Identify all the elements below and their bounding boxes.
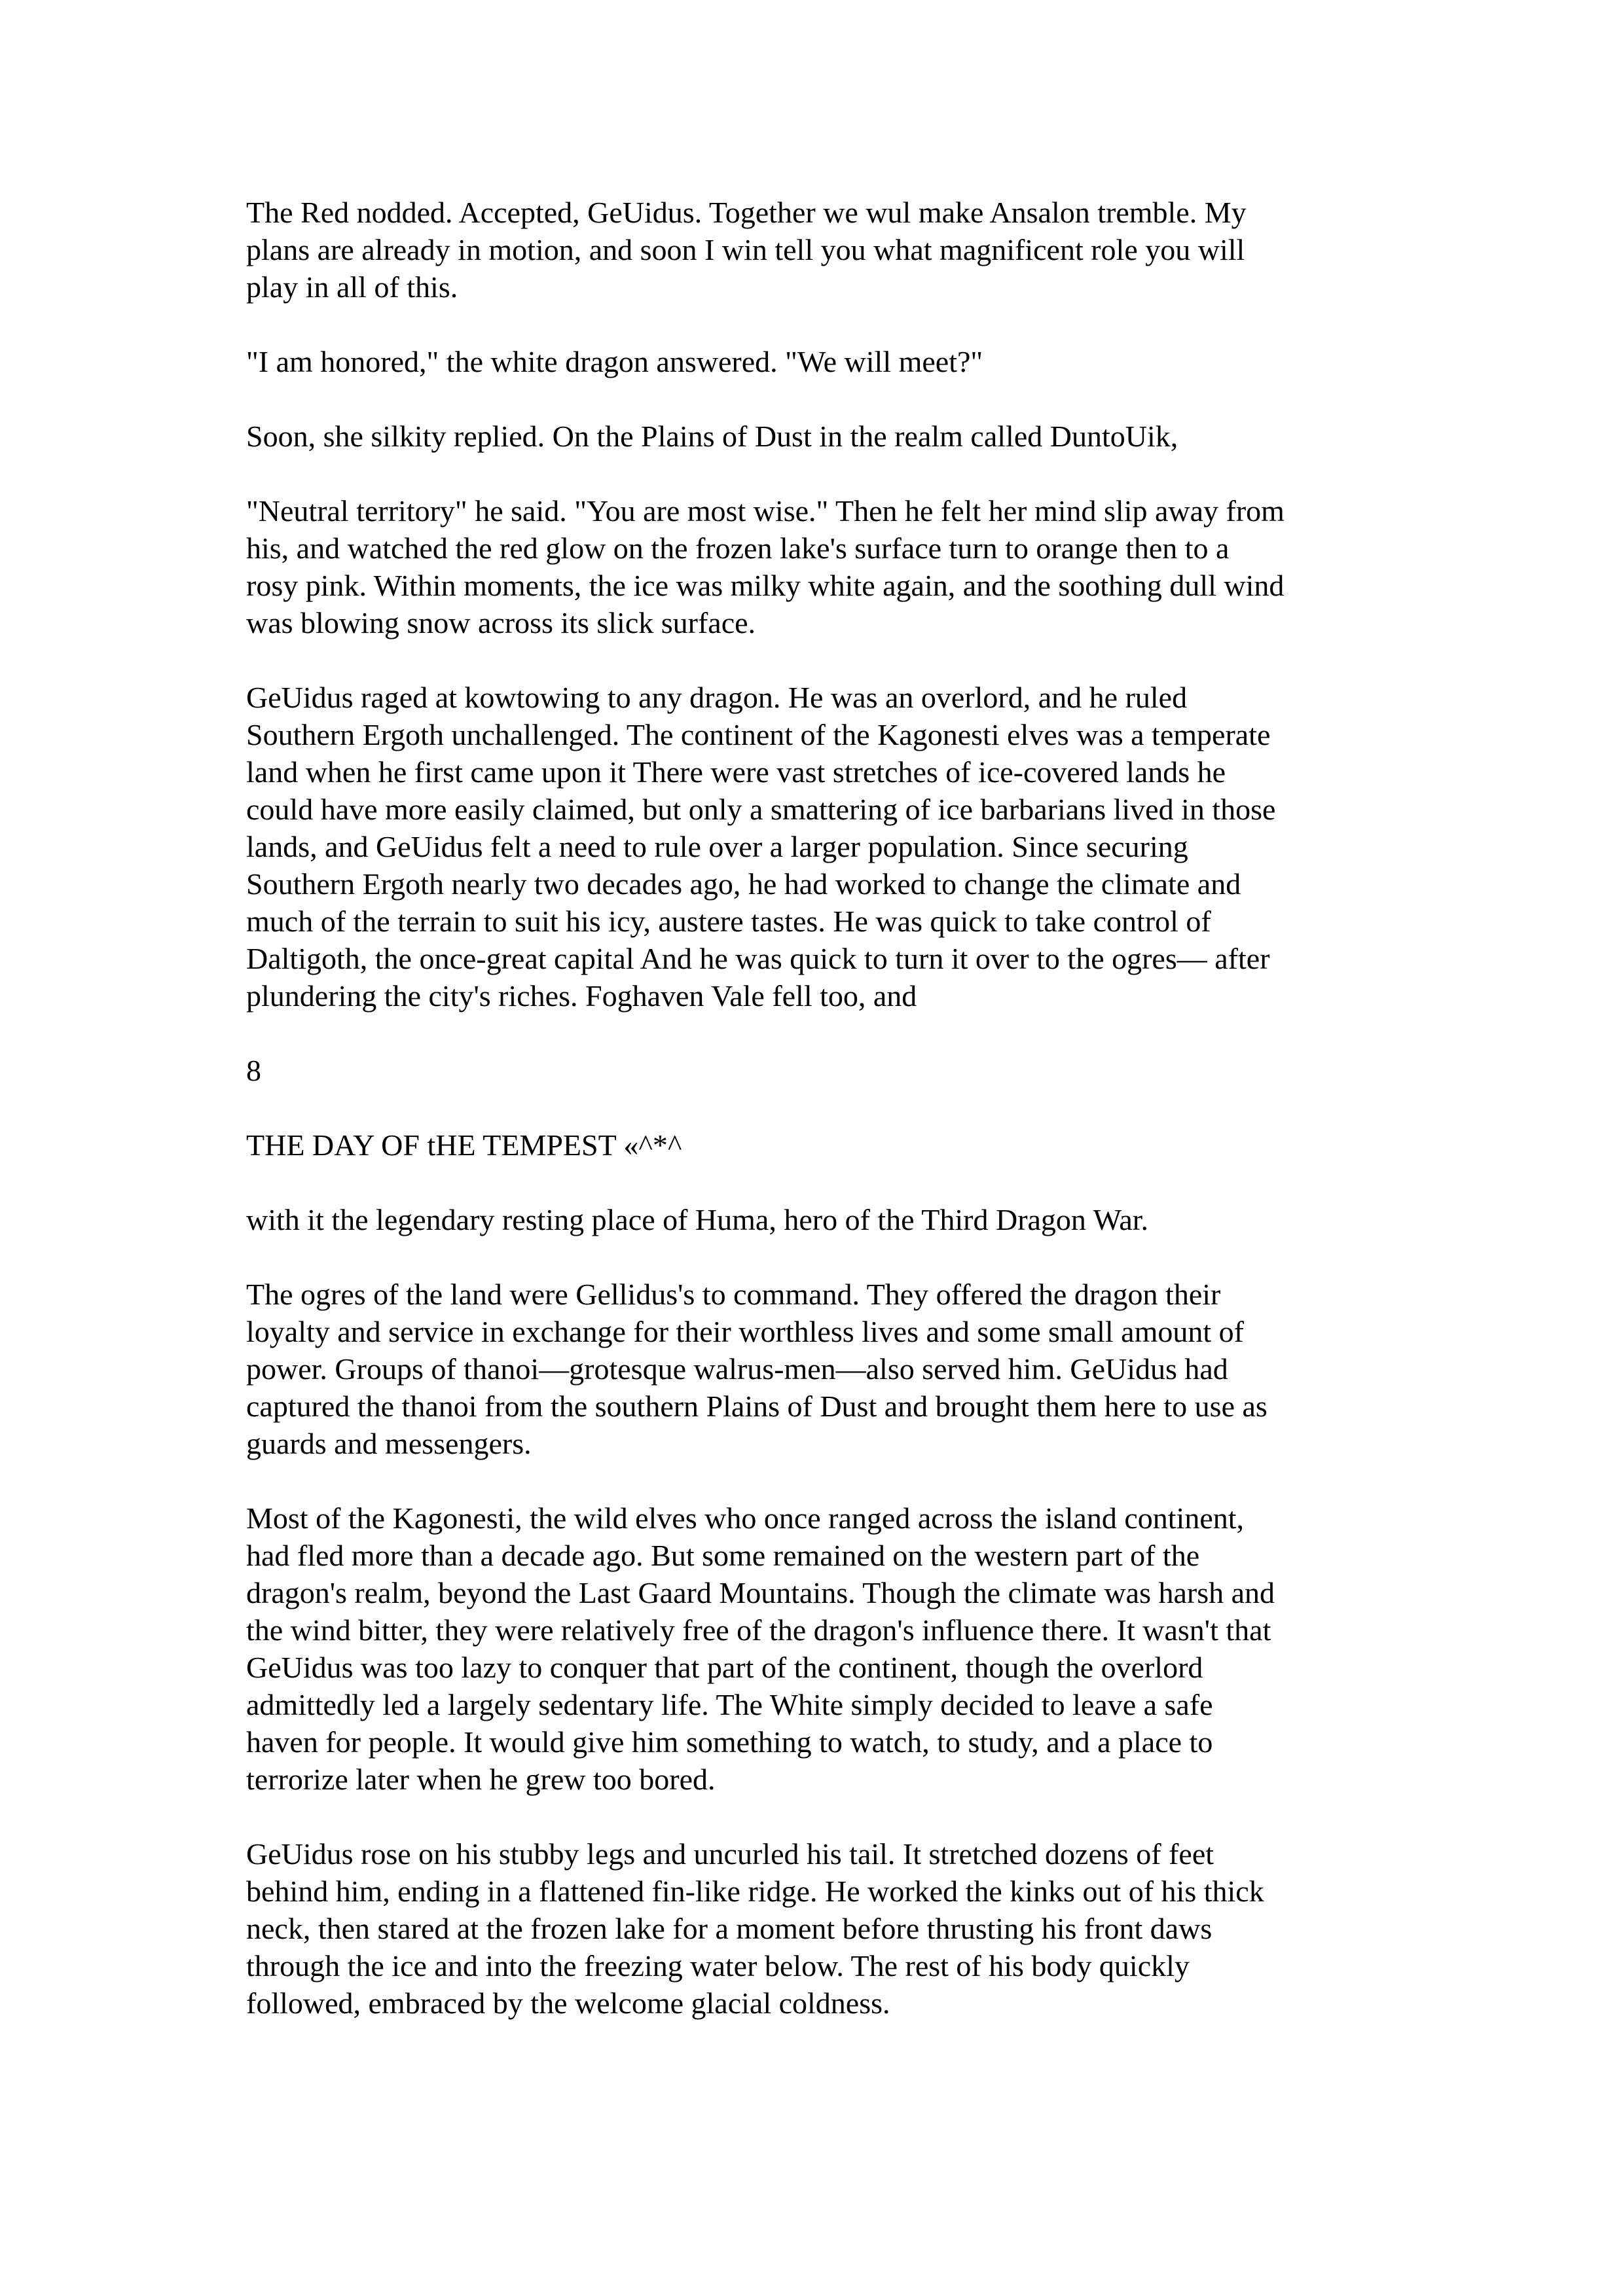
paragraph: "Neutral territory" he said. "You are most wise." Then he felt her mind slip away from his, and watched the red glow on the frozen lake's surface turn to orange then to a rosy pink. Within moments, the ice was milky white again, and the soothing dull wind was blowing snow across its slick surface. xyxy=(246,494,1285,639)
paragraph: GeUidus rose on his stubby legs and uncurled his tail. It stretched dozens of feet behind him, ending in a flattened fin-like ridge. He worked the kinks out of his thick neck, then stared at the frozen lake for a moment before thrusting his front daws through the ice and into the freezing water below. The rest of his body quickly followed, embraced by the welcome glacial coldness. xyxy=(246,1837,1264,2020)
page-text xyxy=(246,194,1398,2059)
page-number: 8 xyxy=(246,1054,261,1087)
paragraph: Soon, she silkity replied. On the Plains of Dust in the realm called DuntoUik, xyxy=(246,420,1178,453)
paragraph: GeUidus raged at kowtowing to any dragon. He was an overlord, and he ruled Southern Ergoth unchallenged. The continent of the Kagonesti elves was a temperate land when he first came upon it There were vast stretches of ice-covered lands he could have more easily claimed, but only a smattering of ice barbarians lived in those lands, and GeUidus felt a need to rule over a larger population. Since securing Southern Ergoth nearly two decades ago, he had worked to change the climate and much of the terrain to suit his icy, austere tastes. He was quick to take control of Daltigoth, the once-great capital And he was quick to turn it over to the ogres— after plundering the city's riches. Foghaven Vale fell too, and xyxy=(246,681,1276,1013)
paragraph: The Red nodded. Accepted, GeUidus. Together we wul make Ansalon tremble. My plans are already in motion, and soon I win tell you what magnificent role you will play in all of this. xyxy=(246,196,1247,304)
paragraph: Most of the Kagonesti, the wild elves who once ranged across the island continent, had fled more than a decade ago. But some remained on the western part of the dragon's realm, beyond the Last Gaard Mountains. Though the climate was harsh and the wind bitter, they were relatively free of the dragon's influence there. It wasn't that GeUidus was too lazy to conquer that part of the continent, though the overlord admittedly led a largely sedentary life. The White simply decided to leave a safe haven for people. It would give him something to watch, to study, and a place to terrorize later when he grew too bored. xyxy=(246,1501,1275,1796)
running-head: THE DAY OF tHE TEMPEST «^*^ xyxy=(246,1128,682,1162)
paragraph: "I am honored," the white dragon answered. "We will meet?" xyxy=(246,345,983,378)
paragraph: with it the legendary resting place of Huma, hero of the Third Dragon War. xyxy=(246,1203,1149,1236)
paragraph: The ogres of the land were Gellidus's to command. They offered the dragon their loyalty and service in exchange for their worthless lives and some small amount of power. Groups of thanoi—grotesque walrus-men—also served him. GeUidus had captured the thanoi from the southern Plains of Dust and brought them here to use as guards and messengers. xyxy=(246,1278,1267,1460)
